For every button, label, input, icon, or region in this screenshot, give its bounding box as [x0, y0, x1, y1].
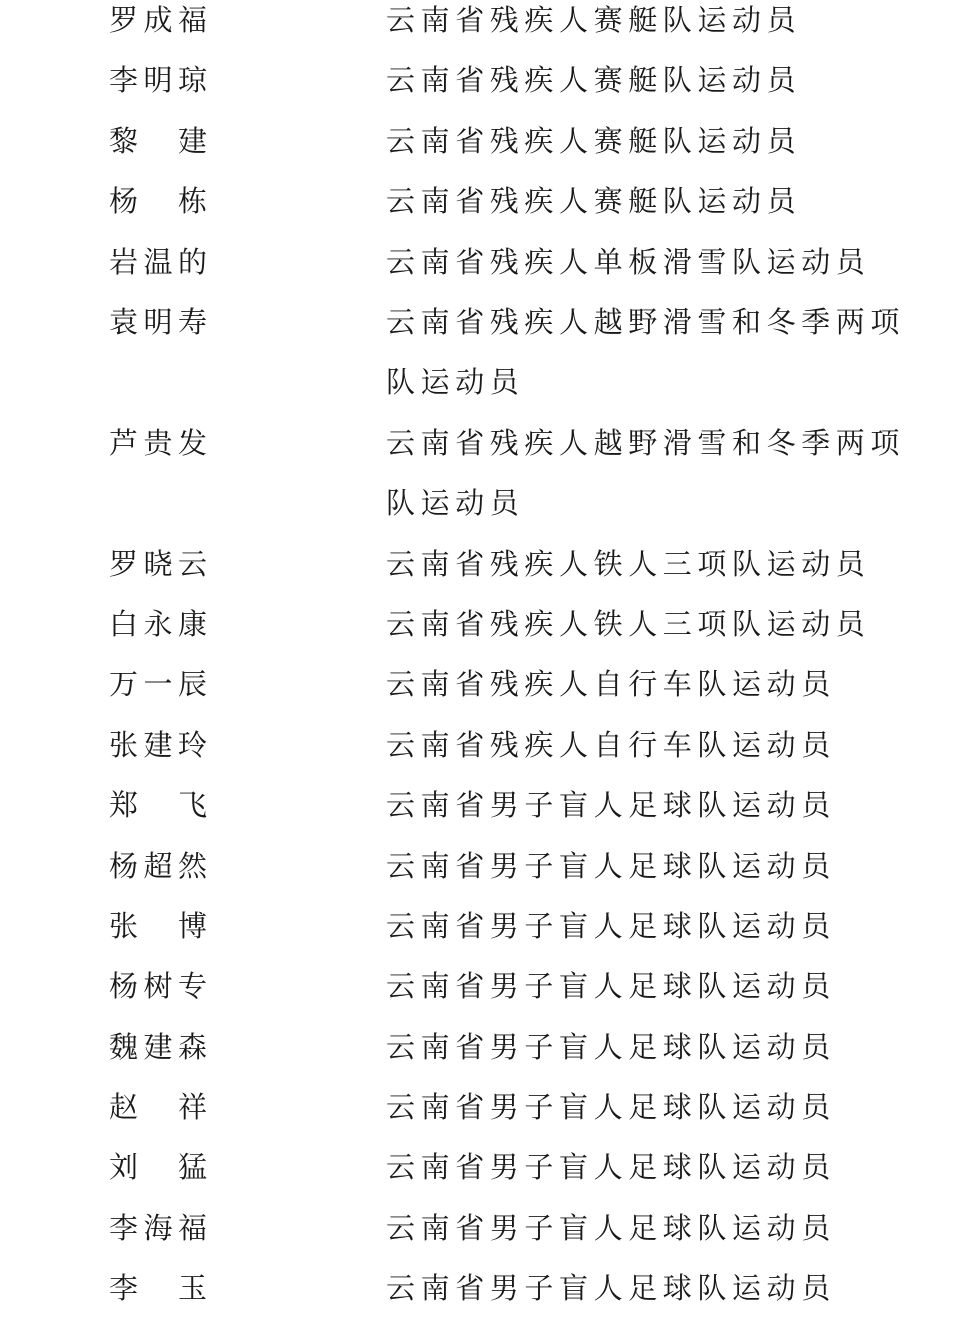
- athlete-team: 云南省残疾人越野滑雪和冬季两项队运动员: [386, 425, 906, 521]
- athlete-name: 杨 超 然: [109, 848, 207, 883]
- athlete-team: 云南省男子盲人足球队运动员: [386, 1210, 836, 1245]
- athlete-team: 云南省男子盲人足球队运动员: [386, 969, 836, 1004]
- athlete-team: 云南省男子盲人足球队运动员: [386, 1090, 836, 1125]
- athlete-name: 张 建 玲: [109, 727, 207, 762]
- athlete-name: 杨 栋: [109, 184, 207, 219]
- athlete-team: 云南省残疾人赛艇队运动员: [386, 63, 802, 98]
- athlete-team: 云南省残疾人赛艇队运动员: [386, 123, 802, 158]
- list-item: [0, 1268, 960, 1328]
- athlete-name: 张 博: [109, 908, 207, 943]
- athlete-name: 罗 成 福: [109, 3, 207, 37]
- athlete-team: 云南省残疾人越野滑雪和冬季两项队运动员: [386, 304, 906, 400]
- athlete-team: 云南省残疾人赛艇队运动员: [386, 184, 802, 219]
- athlete-name: 赵 祥: [109, 1090, 207, 1125]
- athlete-team: 云南省残疾人铁人三项队运动员: [386, 606, 871, 641]
- athlete-name: 李 明 琼: [109, 63, 207, 98]
- athlete-name: 魏 建 森: [109, 1029, 207, 1064]
- athlete-team: 云南省残疾人单板滑雪队运动员: [386, 244, 871, 279]
- athlete-team: 云南省残疾人自行车队运动员: [386, 727, 836, 762]
- athlete-name: 李 玉: [109, 1271, 207, 1306]
- athlete-name: 刘 猛: [109, 1150, 207, 1185]
- athlete-name: 黎 建: [109, 123, 207, 158]
- list-item: [0, 302, 960, 423]
- athlete-name: 芦 贵 发: [109, 425, 207, 460]
- athlete-team: 云南省男子盲人足球队运动员: [386, 1150, 836, 1185]
- athlete-name: 李 海 福: [109, 1210, 207, 1245]
- athlete-team: 云南省残疾人自行车队运动员: [386, 667, 836, 702]
- athlete-name: 白 永 康: [109, 606, 207, 641]
- athlete-team: 云南省男子盲人足球队运动员: [386, 1029, 836, 1064]
- athlete-team: 云南省男子盲人足球队运动员: [386, 1271, 836, 1306]
- list-item: [0, 423, 960, 544]
- athlete-name: 袁 明 寿: [109, 304, 207, 339]
- athlete-team: 云南省残疾人赛艇队运动员: [386, 3, 802, 37]
- athlete-team: 云南省男子盲人足球队运动员: [386, 788, 836, 823]
- athlete-team: 云南省男子盲人足球队运动员: [386, 848, 836, 883]
- athlete-name: 万 一 辰: [109, 667, 207, 702]
- athlete-name: 岩 温 的: [109, 244, 207, 279]
- athlete-name: 罗 晓 云: [109, 546, 207, 581]
- athlete-team: 云南省男子盲人足球队运动员: [386, 908, 836, 943]
- athlete-name: 郑 飞: [109, 788, 207, 823]
- athlete-name: 杨 树 专: [109, 969, 207, 1004]
- athlete-team: 云南省残疾人铁人三项队运动员: [386, 546, 871, 581]
